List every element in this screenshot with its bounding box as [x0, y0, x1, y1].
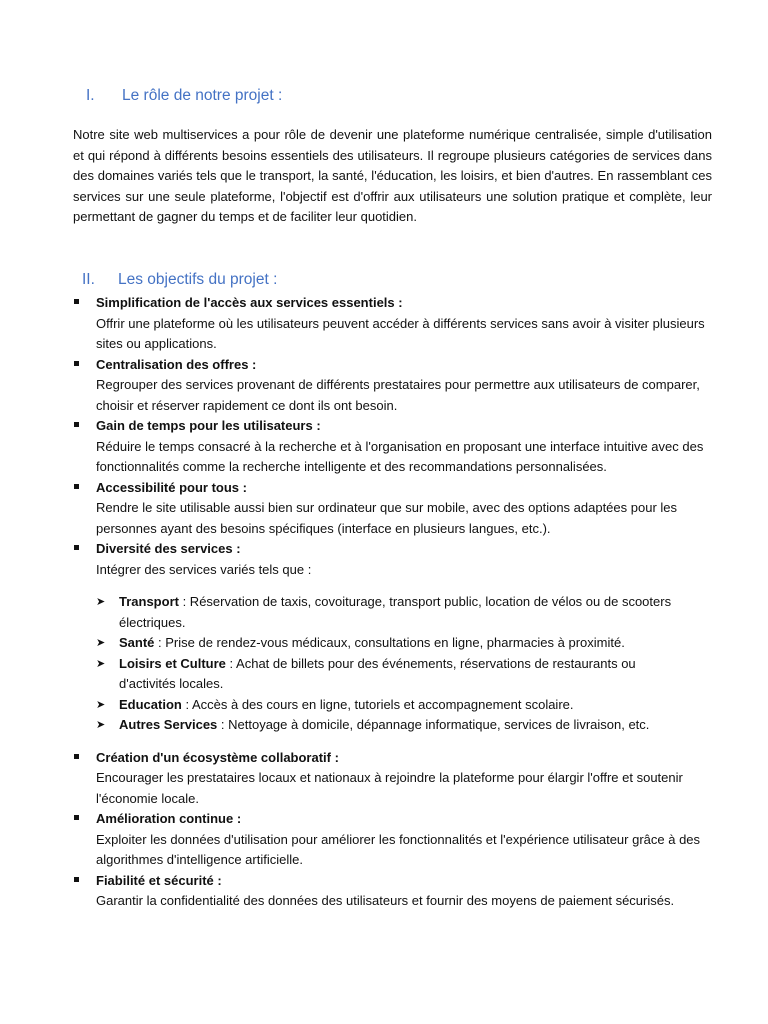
- service-item: [96, 715, 689, 736]
- objective-item: [0, 748, 768, 810]
- section-number: I.: [86, 87, 95, 104]
- service-name: Santé: [119, 635, 155, 650]
- objective-title: Création d'un écosystème collaboratif :: [96, 749, 339, 765]
- service-item: [96, 633, 689, 654]
- service-name: Loisirs et Culture: [119, 655, 226, 671]
- service-item: [96, 654, 689, 695]
- service-text: : Réservation de taxis, covoiturage, transport public, location de vélos ou de scooters électriques.: [119, 594, 672, 630]
- objective-title: Fiabilité et sécurité :: [96, 872, 222, 888]
- objective-item: [0, 416, 768, 478]
- service-name: Autres Services: [119, 717, 218, 732]
- objective-item: [0, 355, 768, 417]
- arrow-bullet-icon: ➤: [96, 719, 106, 731]
- objective-description: Regrouper des services provenant de différents prestataires pour permettre aux utilisateurs de comparer, choisir et réserver rapidement ce dont ils ont besoin.: [96, 377, 700, 413]
- square-bullet-icon: [74, 877, 79, 882]
- objective-description: Rendre le site utilisable aussi bien sur ordinateur que sur mobile, avec des options adaptées pour les personnes ayant des besoins spécifiques (interface en plusieurs langues, etc.).: [96, 500, 678, 536]
- section-heading-objectives: [82, 271, 277, 289]
- service-text: : Prise de rendez-vous médicaux, consultations en ligne, pharmacies à proximité.: [154, 635, 625, 650]
- square-bullet-icon: [74, 422, 79, 427]
- service-text: : Achat de billets pour des événements, réservations de restaurants ou d'activités locales.: [119, 655, 636, 691]
- service-item: [96, 592, 689, 633]
- objective-item: [0, 478, 768, 540]
- arrow-bullet-icon: ➤: [96, 657, 106, 670]
- objective-description: Garantir la confidentialité des données des utilisateurs et fournir des moyens de paiement sécurisés.: [96, 893, 675, 908]
- objective-description: Offrir une plateforme où les utilisateurs peuvent accéder à différents services sans avoir à visiter plusieurs sites ou applications.: [96, 315, 705, 351]
- service-name: Transport: [119, 594, 179, 609]
- objective-title: Diversité des services :: [96, 541, 241, 556]
- objective-item: [0, 809, 768, 871]
- square-bullet-icon: [74, 361, 79, 366]
- objective-description: Réduire le temps consacré à la recherche et à l'organisation en proposant une interface intuitive avec des fonctionnalités comme la recherche intelligente et des recommandations personnalisées.: [96, 438, 704, 474]
- section-heading-role: [86, 87, 282, 105]
- square-bullet-icon: [74, 754, 79, 759]
- service-item: [96, 695, 689, 716]
- square-bullet-icon: [74, 299, 79, 304]
- objective-title: Centralisation des offres :: [96, 356, 257, 372]
- intro-paragraph: Notre site web multiservices a pour rôle de devenir une plateforme numérique centralisée, simple d'utilisation et qui répond à différents besoins essentiels des utilisateurs. Il regroupe plusieurs catégories de services dans des domaines variés tels que le transport, la santé, l'éducation, les loisirs, et bien d'autres. En rassemblant ces services sur une seule plateforme, l'objectif est d'offrir aux utilisateurs une solution pratique et complète, leur permettant de gagner du temps et de faciliter leur quotidien.: [73, 127, 712, 225]
- objective-description: Exploiter les données d'utilisation pour améliorer les fonctionnalités et l'expérience utilisateur grâce à des algorithmes d'intelligence artificielle.: [96, 831, 701, 867]
- objective-description: Encourager les prestataires locaux et nationaux à rejoindre la plateforme pour élargir l'offre et soutenir l'économie locale.: [96, 770, 683, 806]
- objective-item: [0, 871, 768, 912]
- objective-description: Intégrer des services variés tels que :: [96, 561, 312, 577]
- arrow-bullet-icon: ➤: [96, 596, 106, 608]
- service-text: : Accès à des cours en ligne, tutoriels et accompagnement scolaire.: [181, 696, 574, 712]
- section-title: Le rôle de notre projet :: [122, 87, 283, 104]
- objective-title: Amélioration continue :: [96, 811, 242, 826]
- objective-title: Accessibilité pour tous :: [96, 479, 247, 495]
- square-bullet-icon: [74, 545, 79, 550]
- services-list: [96, 592, 768, 736]
- square-bullet-icon: [74, 484, 79, 489]
- objective-item: [0, 539, 768, 736]
- section-title: Les objectifs du projet :: [118, 271, 278, 288]
- section-number: II.: [82, 271, 95, 288]
- objective-title: Simplification de l'accès aux services essentiels :: [96, 295, 403, 310]
- objectives-list: [0, 293, 768, 912]
- arrow-bullet-icon: ➤: [96, 637, 106, 649]
- arrow-bullet-icon: ➤: [96, 698, 106, 711]
- square-bullet-icon: [74, 815, 79, 820]
- service-name: Education: [119, 696, 182, 712]
- objective-title: Gain de temps pour les utilisateurs :: [96, 418, 321, 433]
- service-text: : Nettoyage à domicile, dépannage informatique, services de livraison, etc.: [217, 717, 650, 732]
- objective-item: [0, 293, 768, 355]
